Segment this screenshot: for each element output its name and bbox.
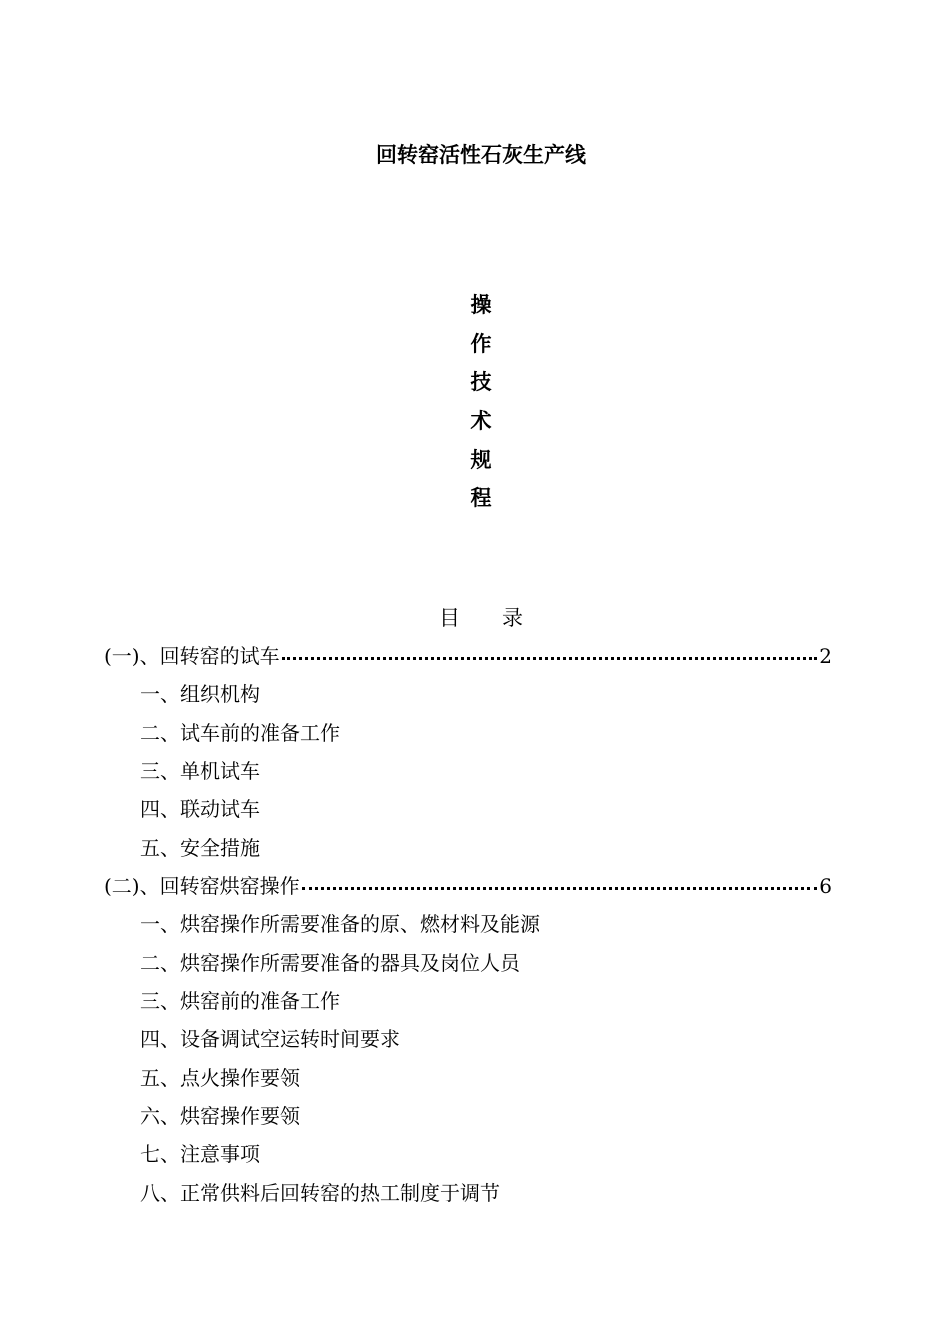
toc-entry[interactable] — [104, 1135, 832, 1173]
toc-entry[interactable] — [104, 829, 832, 867]
toc-entry-label: (一)、回转窑的试车 — [104, 644, 280, 668]
toc-entry-label: 一、组织机构 — [140, 682, 260, 707]
toc-entry[interactable] — [104, 752, 832, 790]
toc-entry-label: 一、烘窑操作所需要准备的原、燃材料及能源 — [140, 912, 540, 937]
toc-page-number: 6 — [819, 874, 832, 899]
toc-entry[interactable] — [104, 905, 832, 943]
toc-dot-leader — [282, 637, 818, 675]
toc-entry-label: 四、联动试车 — [140, 797, 260, 822]
vertical-subtitle-char: 程 — [470, 486, 492, 511]
toc-entry[interactable] — [104, 1097, 832, 1135]
toc-entry[interactable] — [104, 944, 832, 982]
document-title: 回转窑活性石灰生产线 — [376, 143, 586, 167]
toc-heading: 目 录 — [439, 606, 523, 630]
toc-entry[interactable] — [104, 1059, 832, 1097]
toc-entry-label: 六、烘窑操作要领 — [140, 1104, 300, 1129]
toc-entry-label: (二)、回转窑烘窑操作 — [104, 874, 300, 899]
toc-entry-section[interactable] — [104, 867, 832, 905]
toc-entry[interactable] — [104, 790, 832, 828]
toc-entry-label: 四、设备调试空运转时间要求 — [140, 1027, 400, 1052]
toc-entry-section[interactable] — [104, 637, 832, 675]
toc-entry-label: 三、烘窑前的准备工作 — [140, 989, 340, 1014]
toc-dot-leader — [302, 867, 818, 905]
toc-entry-label: 七、注意事项 — [140, 1142, 260, 1167]
vertical-subtitle — [466, 286, 496, 518]
toc-entry[interactable] — [104, 675, 832, 713]
toc-entry[interactable] — [104, 1020, 832, 1058]
toc-entry-label: 五、点火操作要领 — [140, 1065, 300, 1090]
toc-entry[interactable] — [104, 1174, 832, 1212]
toc-entry-label: 五、安全措施 — [140, 835, 260, 860]
toc-entry[interactable] — [104, 982, 832, 1020]
toc-entry-label: 二、烘窑操作所需要准备的器具及岗位人员 — [140, 950, 520, 975]
toc-page-number: 2 — [819, 644, 832, 668]
vertical-subtitle-char: 技 — [470, 370, 492, 395]
vertical-subtitle-char: 作 — [470, 331, 492, 356]
vertical-subtitle-char: 操 — [470, 293, 492, 317]
vertical-subtitle-char: 术 — [470, 409, 492, 434]
toc-entry[interactable] — [104, 714, 832, 752]
table-of-contents — [104, 637, 832, 1212]
vertical-subtitle-char: 规 — [470, 447, 492, 472]
toc-entry-label: 二、试车前的准备工作 — [140, 720, 340, 745]
toc-entry-label: 八、正常供料后回转窑的热工制度于调节 — [140, 1180, 500, 1205]
toc-entry-label: 三、单机试车 — [140, 759, 260, 784]
